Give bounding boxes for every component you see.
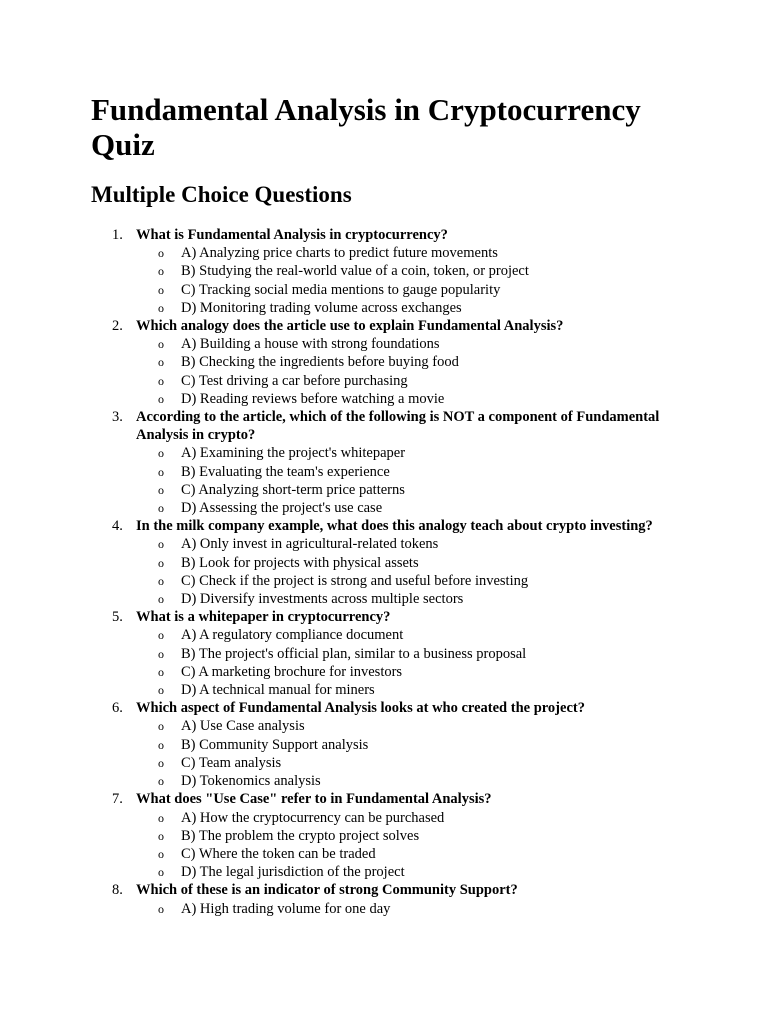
answer-option xyxy=(91,645,691,663)
circle-bullet-icon: o xyxy=(158,901,164,916)
answer-option-text: A) A regulatory compliance document xyxy=(181,627,404,644)
question-text: What is a whitepaper in cryptocurrency? xyxy=(136,609,391,626)
answer-option xyxy=(91,827,691,845)
answer-option-text: C) Where the token can be traded xyxy=(181,845,376,862)
answer-option xyxy=(91,845,691,863)
circle-bullet-icon: o xyxy=(158,555,164,570)
circle-bullet-icon: o xyxy=(158,537,164,552)
answer-option-text: A) Building a house with strong foundations xyxy=(181,336,440,353)
answer-option-text: A) Examining the project's whitepaper xyxy=(181,445,406,462)
answer-option-text: C) A marketing brochure for investors xyxy=(181,663,403,680)
answer-option-text: B) The problem the crypto project solves xyxy=(181,827,420,844)
answer-option-text: A) Analyzing price charts to predict future movements xyxy=(181,245,498,262)
circle-bullet-icon: o xyxy=(158,865,164,880)
circle-bullet-icon: o xyxy=(158,482,164,497)
answer-option-text: D) A technical manual for miners xyxy=(181,682,375,699)
answer-option xyxy=(91,663,691,681)
answer-option xyxy=(91,262,691,280)
question-item xyxy=(91,226,691,317)
question-list xyxy=(91,226,691,918)
answer-option-text: A) Use Case analysis xyxy=(181,718,305,735)
answer-options xyxy=(136,444,691,517)
answer-option xyxy=(91,444,691,462)
answer-options xyxy=(136,535,691,608)
circle-bullet-icon: o xyxy=(158,446,164,461)
question-number: 6. xyxy=(112,700,123,717)
document-title: Fundamental Analysis in Cryptocurrency Quiz xyxy=(91,92,641,162)
answer-option-text: B) Community Support analysis xyxy=(181,736,369,753)
answer-option-text: D) Reading reviews before watching a movie xyxy=(181,390,445,407)
answer-options xyxy=(136,809,691,882)
answer-option-text: D) Tokenomics analysis xyxy=(181,773,321,790)
circle-bullet-icon: o xyxy=(158,737,164,752)
answer-option xyxy=(91,809,691,827)
answer-options xyxy=(136,717,691,790)
circle-bullet-icon: o xyxy=(158,628,164,643)
answer-option-text: B) Evaluating the team's experience xyxy=(181,463,390,480)
circle-bullet-icon: o xyxy=(158,282,164,297)
answer-option xyxy=(91,900,691,918)
circle-bullet-icon: o xyxy=(158,810,164,825)
circle-bullet-icon: o xyxy=(158,501,164,516)
question-text: Which aspect of Fundamental Analysis looks at who created the project? xyxy=(136,700,585,717)
answer-option xyxy=(91,572,691,590)
question-number: 5. xyxy=(112,609,123,626)
answer-option-text: B) The project's official plan, similar to a business proposal xyxy=(181,645,527,662)
answer-option xyxy=(91,626,691,644)
question-item xyxy=(91,408,691,517)
answer-option xyxy=(91,299,691,317)
answer-option xyxy=(91,281,691,299)
answer-option xyxy=(91,681,691,699)
answer-option-text: C) Analyzing short-term price patterns xyxy=(181,481,405,498)
question-item xyxy=(91,317,691,408)
question-item xyxy=(91,699,691,790)
answer-option-text: B) Checking the ingredients before buying food xyxy=(181,354,459,371)
question-number: 7. xyxy=(112,791,123,808)
circle-bullet-icon: o xyxy=(158,573,164,588)
answer-option xyxy=(91,554,691,572)
circle-bullet-icon: o xyxy=(158,664,164,679)
answer-options xyxy=(136,900,691,918)
circle-bullet-icon: o xyxy=(158,300,164,315)
question-text: Which of these is an indicator of strong Community Support? xyxy=(136,882,518,899)
circle-bullet-icon: o xyxy=(158,373,164,388)
question-number: 1. xyxy=(112,227,123,243)
answer-options xyxy=(136,335,691,408)
answer-option-text: B) Look for projects with physical assets xyxy=(181,554,419,571)
answer-option xyxy=(91,754,691,772)
answer-option xyxy=(91,863,691,881)
answer-option xyxy=(91,736,691,754)
circle-bullet-icon: o xyxy=(158,391,164,406)
question-text: Which analogy does the article use to explain Fundamental Analysis? xyxy=(136,318,564,335)
answer-options xyxy=(136,244,691,317)
answer-options xyxy=(136,626,691,699)
question-item xyxy=(91,881,691,917)
answer-option xyxy=(91,590,691,608)
circle-bullet-icon: o xyxy=(158,264,164,279)
circle-bullet-icon: o xyxy=(158,592,164,607)
answer-option xyxy=(91,372,691,390)
answer-option-text: A) How the cryptocurrency can be purchased xyxy=(181,809,445,826)
circle-bullet-icon: o xyxy=(158,774,164,789)
circle-bullet-icon: o xyxy=(158,646,164,661)
answer-option xyxy=(91,772,691,790)
answer-option-text: D) Monitoring trading volume across exchanges xyxy=(181,299,462,316)
answer-option xyxy=(91,481,691,499)
answer-option-text: C) Tracking social media mentions to gauge popularity xyxy=(181,281,501,298)
section-title: Multiple Choice Questions xyxy=(91,182,352,207)
question-item xyxy=(91,790,691,881)
answer-option xyxy=(91,499,691,517)
question-number: 8. xyxy=(112,882,123,899)
answer-option xyxy=(91,535,691,553)
answer-option-text: B) Studying the real-world value of a coin, token, or project xyxy=(181,263,529,280)
question-number: 2. xyxy=(112,318,123,335)
circle-bullet-icon: o xyxy=(158,337,164,352)
circle-bullet-icon: o xyxy=(158,755,164,770)
answer-option-text: D) Diversify investments across multiple sectors xyxy=(181,591,464,608)
answer-option xyxy=(91,463,691,481)
answer-option-text: C) Test driving a car before purchasing xyxy=(181,372,408,389)
question-text: According to the article, which of the following is NOT a component of Fundamental Analysis in crypto? xyxy=(136,409,660,444)
answer-option-text: D) Assessing the project's use case xyxy=(181,500,383,517)
answer-option xyxy=(91,390,691,408)
answer-option xyxy=(91,717,691,735)
document-page xyxy=(91,92,691,918)
question-text: What does "Use Case" refer to in Fundamental Analysis? xyxy=(136,791,492,808)
answer-option xyxy=(91,353,691,371)
circle-bullet-icon: o xyxy=(158,719,164,734)
question-number: 3. xyxy=(112,409,123,426)
circle-bullet-icon: o xyxy=(158,828,164,843)
answer-option-text: C) Check if the project is strong and useful before investing xyxy=(181,572,529,589)
question-item xyxy=(91,608,691,699)
circle-bullet-icon: o xyxy=(158,846,164,861)
circle-bullet-icon: o xyxy=(158,464,164,479)
circle-bullet-icon: o xyxy=(158,355,164,370)
question-number: 4. xyxy=(112,518,123,535)
question-text: What is Fundamental Analysis in cryptocurrency? xyxy=(136,227,448,243)
question-text: In the milk company example, what does this analogy teach about crypto investing? xyxy=(136,518,653,535)
circle-bullet-icon: o xyxy=(158,683,164,698)
answer-option-text: A) Only invest in agricultural-related tokens xyxy=(181,536,439,553)
answer-option-text: D) The legal jurisdiction of the project xyxy=(181,864,405,881)
answer-option xyxy=(91,335,691,353)
answer-option xyxy=(91,244,691,262)
answer-option-text: A) High trading volume for one day xyxy=(181,900,391,917)
question-item xyxy=(91,517,691,608)
answer-option-text: C) Team analysis xyxy=(181,754,282,771)
circle-bullet-icon: o xyxy=(158,246,164,261)
